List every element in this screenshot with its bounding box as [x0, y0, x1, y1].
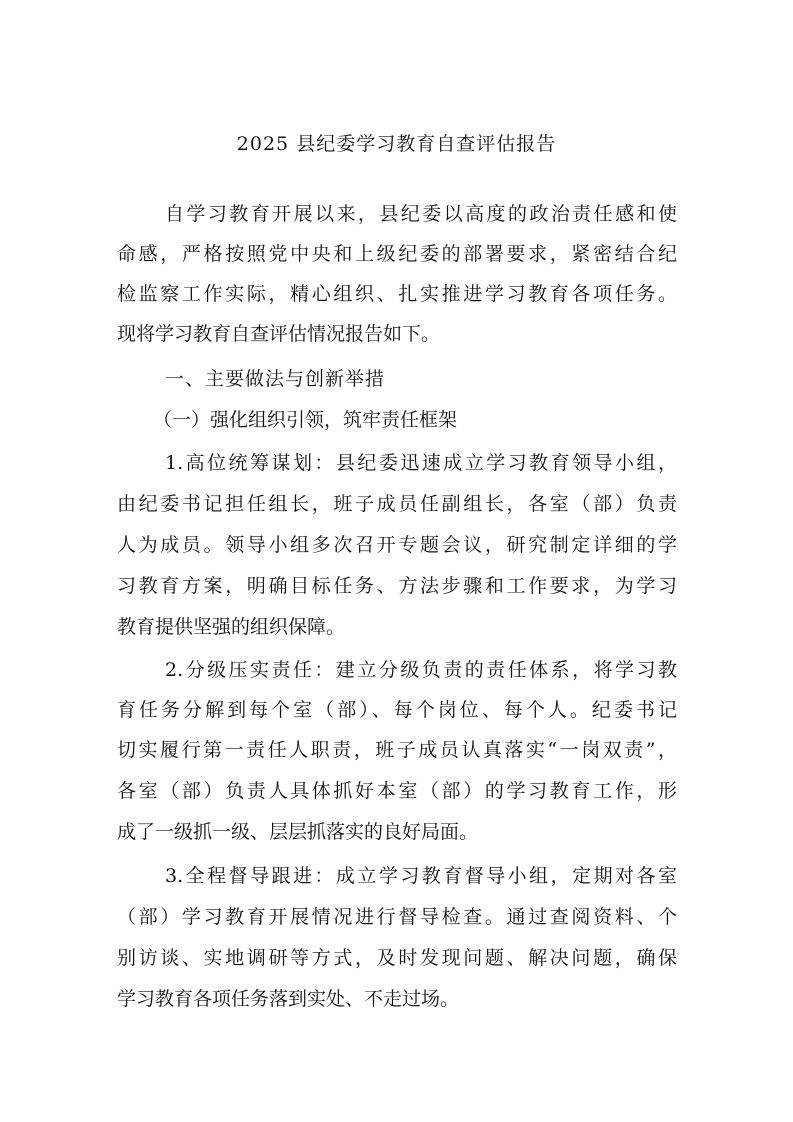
paragraph-line: 成了一级抓一级、层层抓落实的良好局面。: [117, 821, 479, 843]
subsection-heading: （一）强化组织引领，筑牢责任框架: [153, 409, 458, 431]
paragraph-line: 2.分级压实责任：建立分级负责的责任体系，将学习教: [165, 659, 677, 681]
paragraph-line: 各室（部）负责人具体抓好本室（部）的学习教育工作，形: [117, 780, 677, 802]
paragraph-line: 习教育方案，明确目标任务、方法步骤和工作要求，为学习: [117, 575, 677, 597]
paragraph-line: 自学习教育开展以来，县纪委以高度的政治责任感和使: [165, 203, 677, 225]
paragraph-line: 育任务分解到每个室（部）、每个岗位、每个人。纪委书记: [117, 699, 677, 721]
paragraph-line: 命感，严格按照党中央和上级纪委的部署要求，紧密结合纪: [117, 243, 677, 265]
paragraph-line: 3.全程督导跟进：成立学习教育督导小组，定期对各室: [165, 865, 677, 887]
paragraph-line: 别访谈、实地调研等方式，及时发现问题、解决问题，确保: [117, 947, 677, 969]
paragraph-line: 现将学习教育自查评估情况报告如下。: [117, 323, 441, 345]
paragraph-line: 检监察工作实际，精心组织、扎实推进学习教育各项任务。: [117, 283, 677, 305]
paragraph-line: 1.高位统筹谋划：县纪委迅速成立学习教育领导小组，: [165, 452, 677, 474]
section-heading: 一、主要做法与创新举措: [165, 368, 386, 390]
paragraph-line: 由纪委书记担任组长，班子成员任副组长，各室（部）负责: [117, 493, 677, 515]
paragraph-line: 人为成员。领导小组多次召开专题会议，研究制定详细的学: [117, 534, 677, 556]
paragraph-line: 学习教育各项任务落到实处、不走过场。: [117, 988, 460, 1010]
paragraph-line: （部）学习教育开展情况进行督导检查。通过查阅资料、个: [117, 906, 677, 928]
document-title: 2025 县纪委学习教育自查评估报告: [236, 133, 557, 155]
paragraph-line: 教育提供坚强的组织保障。: [117, 616, 346, 638]
paragraph-line: 切实履行第一责任人职责，班子成员认真落实“一岗双责”，: [117, 739, 677, 761]
